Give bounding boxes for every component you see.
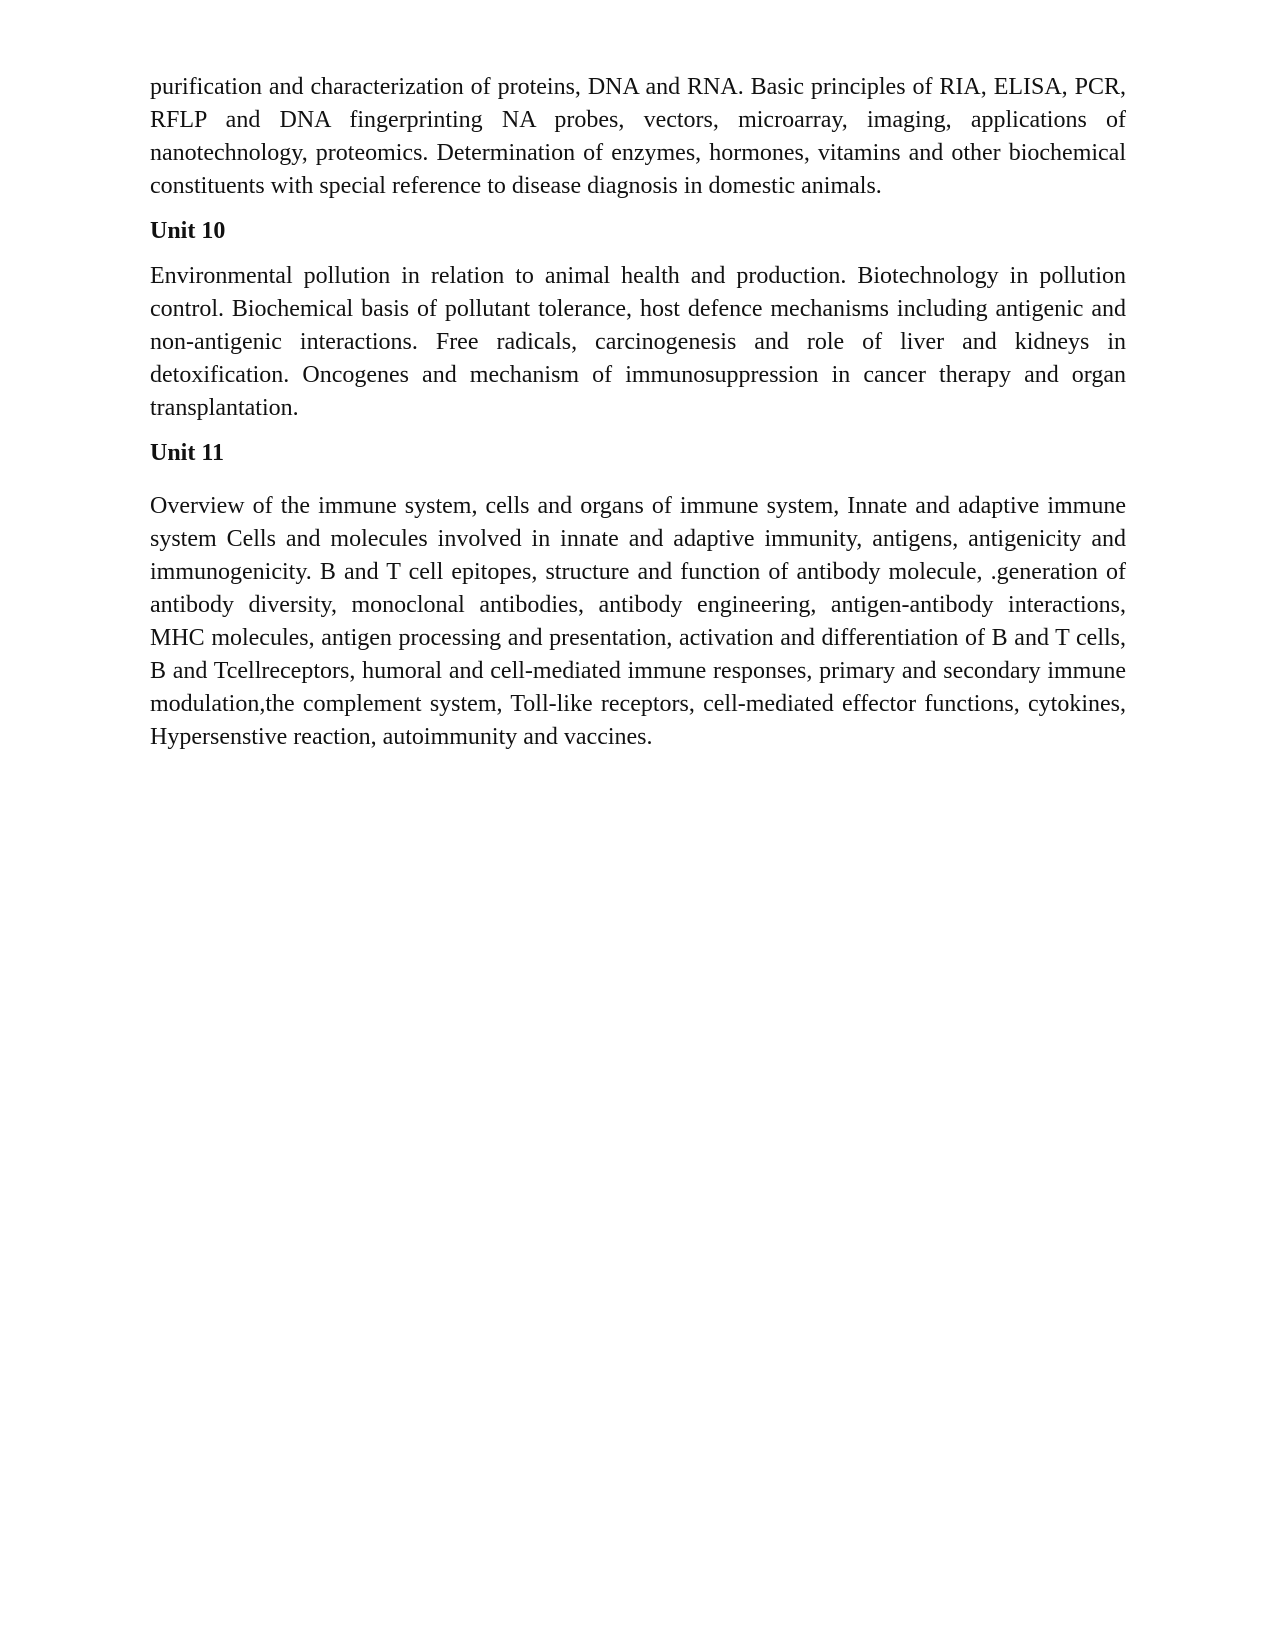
document-page <box>150 71 1126 754</box>
section-body-unit-10: Environmental pollution in relation to animal health and production. Biotechnology in pollution control. Biochemical basis of pollutant tolerance, host defence mechanisms including antigenic and non-antigenic interactions. Free radicals, carcinogenesis and role of liver and kidneys in detoxification. Oncogenes and mechanism of immunosuppression in cancer therapy and organ transplantation. <box>150 263 1126 421</box>
section-heading-unit-11: Unit 11 <box>150 440 225 466</box>
intro-paragraph: purification and characterization of proteins, DNA and RNA. Basic principles of RIA, ELISA, PCR, RFLP and DNA fingerprinting NA probes, vectors, microarray, imaging, applications of nanotechnology, proteomics. Determination of enzymes, hormones, vitamins and other biochemical constituents with special reference to disease diagnosis in domestic animals. <box>150 74 1126 199</box>
section-heading-unit-10: Unit 10 <box>150 218 226 244</box>
section-body-unit-11: Overview of the immune system, cells and organs of immune system, Innate and adaptive immune system Cells and molecules involved in innate and adaptive immunity, antigens, antigenicity and immunogenicity. B and T cell epitopes, structure and function of antibody molecule, .generation of antibody diversity, monoclonal antibodies, antibody engineering, antigen-antibody interactions, MHC molecules, antigen processing and presentation, activation and differentiation of B and T cells, B and Tcellreceptors, humoral and cell-mediated immune responses, primary and secondary immune modulation,the complement system, Toll-like receptors, cell-mediated effector functions, cytokines, Hypersenstive reaction, autoimmunity and vaccines. <box>150 493 1126 750</box>
